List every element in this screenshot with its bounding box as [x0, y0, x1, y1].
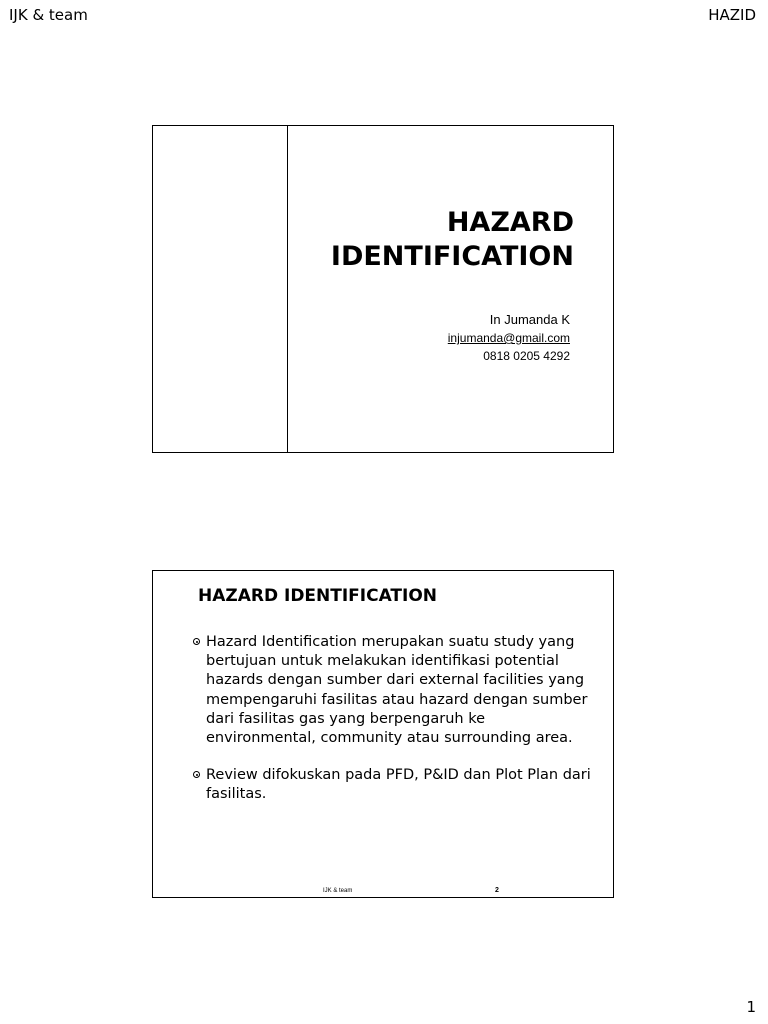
author-block — [448, 311, 570, 365]
bullet-text: Hazard Identification merupakan suatu study yang bertujuan untuk melakukan identifikasi potential hazards dengan sumber dari external facilities yang mempengaruhi fasilitas atau hazard dengan sumber dari fasilitas gas yang berpengaruh ke environmental, community atau surrounding area. — [206, 634, 588, 747]
bullet-list — [193, 633, 593, 823]
bullet-icon — [193, 638, 200, 645]
slide-title: HAZARD IDENTIFICATION — [198, 586, 438, 606]
slide-number: 2 — [495, 887, 499, 894]
page-number: 1 — [746, 998, 756, 1016]
author-name: In Jumanda K — [489, 312, 570, 327]
bullet-text: Review difokuskan pada PFD, P&ID dan Plot Plan dari fasilitas. — [206, 767, 591, 803]
author-phone: 0818 0205 4292 — [483, 349, 570, 363]
slide-2 — [152, 570, 614, 898]
slide-title-line-2: IDENTIFICATION — [330, 241, 574, 272]
slide-1 — [152, 125, 614, 453]
list-item — [193, 766, 593, 804]
slide-side-panel — [153, 126, 288, 452]
bullet-icon — [193, 771, 200, 778]
list-item — [193, 633, 593, 748]
page-header-right: HAZID — [708, 6, 756, 24]
page-header-left: IJK & team — [9, 6, 88, 24]
slide-title-line-1: HAZARD — [446, 207, 574, 238]
slide-title — [331, 206, 574, 274]
slide-footer-left: IJK & team — [323, 888, 353, 894]
author-email-link[interactable]: injumanda@gmail.com — [447, 331, 570, 345]
